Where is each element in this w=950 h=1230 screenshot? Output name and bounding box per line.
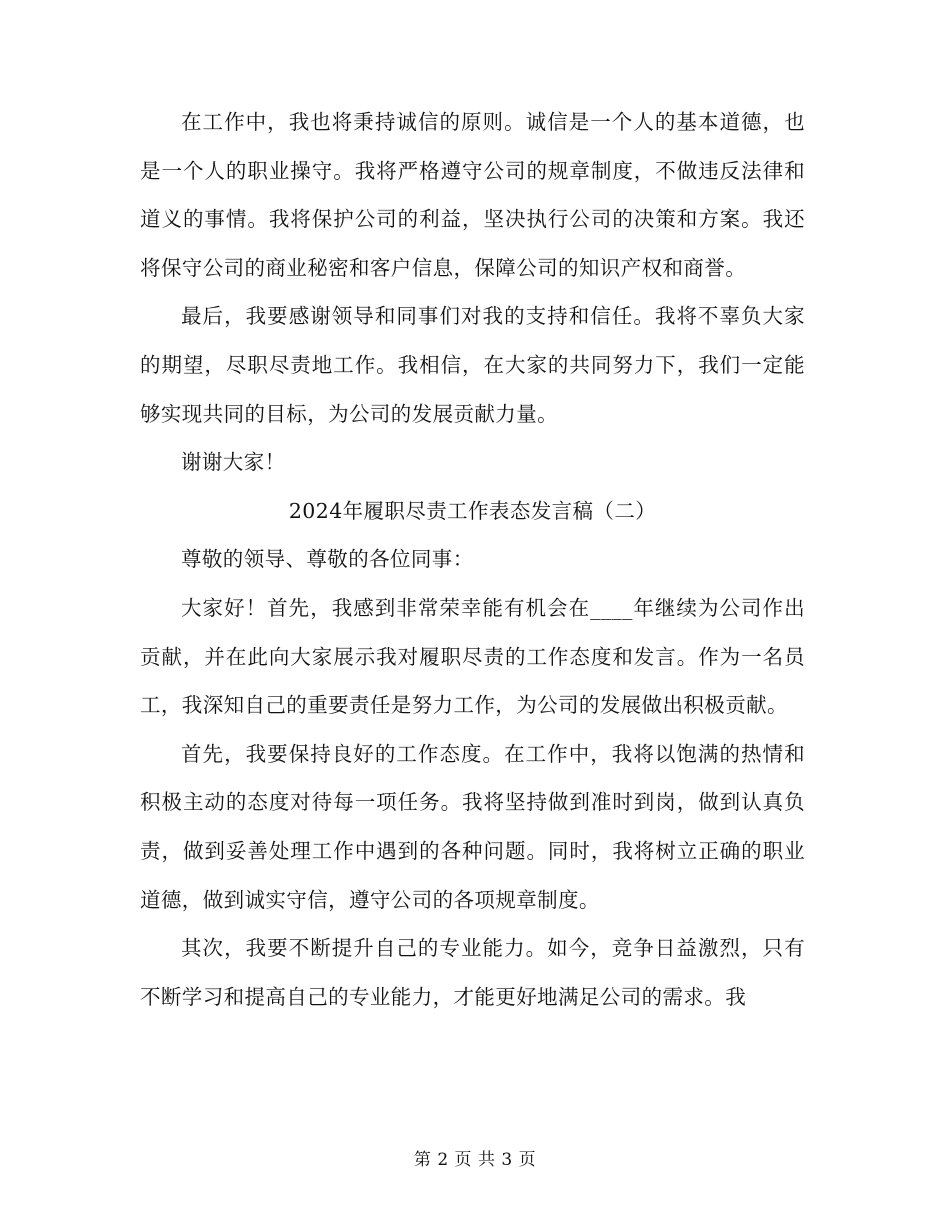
paragraph-salutation: 尊敬的领导、尊敬的各位同事： <box>181 547 474 572</box>
page-footer: 第 2 页 共 3 页 <box>413 1150 537 1170</box>
section-title: 2024年履职尽责工作表态发言稿（二） <box>288 498 657 523</box>
paragraph-integrity: 在工作中，我也将秉持诚信的原则。诚信是一个人的基本道德，也是一个人的职业操守。我将严格遵守公司的规章制度，不做违反法律和道义的事情。我将保护公司的利益，坚决执行公司的决策和方案。我还将保守公司的商业秘密和客户信息，保障公司的知识产权和商誉。 <box>140 110 805 280</box>
paragraph-gratitude: 最后，我要感谢领导和同事们对我的支持和信任。我将不辜负大家的期望，尽职尽责地工作。我相信，在大家的共同努力下，我们一定能够实现共同的目标，为公司的发展贡献力量。 <box>140 304 805 426</box>
paragraph-professional-ability: 其次，我要不断提升自己的专业能力。如今，竞争日益激烈，只有不断学习和提高自己的专业能力，才能更好地满足公司的需求。我 <box>140 936 805 1009</box>
paragraph-opening: 大家好！首先，我感到非常荣幸能有机会在____年继续为公司作出贡献，并在此向大家展示我对履职尽责的工作态度和发言。作为一名员工，我深知自己的重要责任是努力工作，为公司的发展做出积极贡献。 <box>140 595 805 718</box>
document-body <box>140 98 805 1021</box>
paragraph-work-attitude: 首先，我要保持良好的工作态度。在工作中，我将以饱满的热情和积极主动的态度对待每一项任务。我将坚持做到准时到岗，做到认真负责，做到妥善处理工作中遇到的各种问题。同时，我将树立正确的职业道德，做到诚实守信，遵守公司的各项规章制度。 <box>140 741 805 912</box>
paragraph-thanks: 谢谢大家！ <box>181 450 286 475</box>
